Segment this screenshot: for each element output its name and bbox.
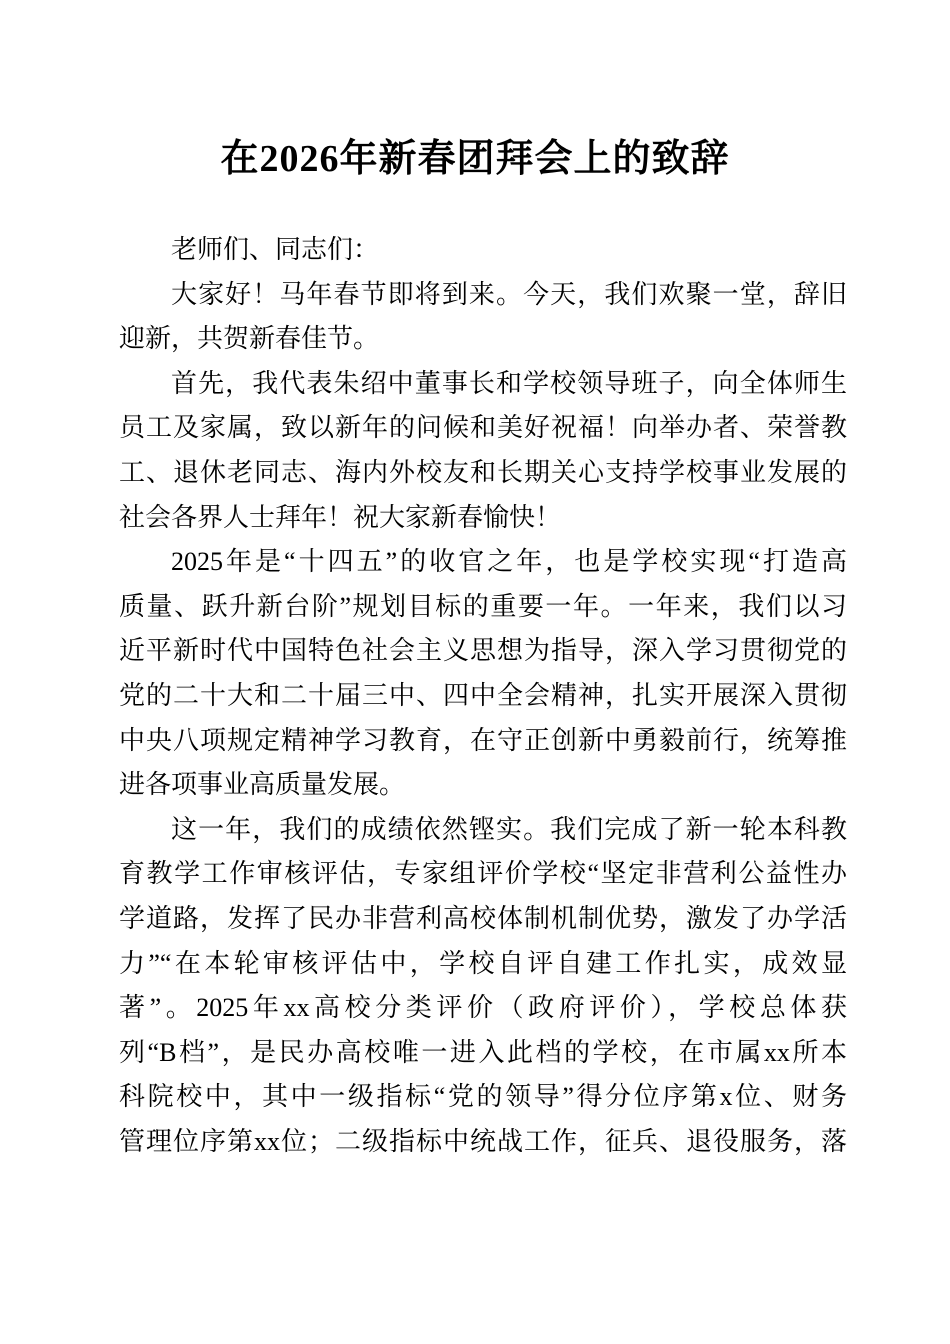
text-line: 管理位序第xx位；二级指标中统战工作，征兵、退役服务，落 (119, 1126, 847, 1156)
text-line: 党的二十大和二十届三中、四中全会精神，扎实开展深入贯彻 (119, 680, 847, 710)
document-title: 在2026年新春团拜会上的致辞 (220, 138, 730, 180)
text-line: 进各项事业高质量发展。 (119, 770, 406, 800)
text-line: 员工及家属，致以新年的问候和美好祝福！向举办者、荣誉教 (119, 413, 847, 443)
text-line: 学道路，发挥了民办非营利高校体制机制优势，激发了办学活 (119, 903, 847, 933)
text-line: 科院校中，其中一级指标“党的领导”得分位序第x位、财务 (119, 1082, 847, 1112)
text-line: 育教学工作审核评估，专家组评价学校“坚定非营利公益性办 (119, 859, 847, 889)
text-line: 中央八项规定精神学习教育，在守正创新中勇毅前行，统筹推 (119, 725, 847, 755)
text-line: 首先，我代表朱绍中董事长和学校领导班子，向全体师生 (171, 368, 847, 398)
text-line: 大家好！马年春节即将到来。今天，我们欢聚一堂，辞旧 (171, 279, 847, 309)
text-line: 2025年是“十四五”的收官之年，也是学校实现“打造高 (171, 547, 847, 577)
text-line: 社会各界人士拜年！祝大家新春愉快！ (119, 502, 562, 532)
text-line: 著”。2025年xx高校分类评价（政府评价），学校总体获 (119, 993, 847, 1023)
text-line: 列“B档”，是民办高校唯一进入此档的学校，在市属xx所本 (119, 1037, 847, 1067)
text-line: 工、退休老同志、海内外校友和长期关心支持学校事业发展的 (119, 457, 847, 487)
document-body (119, 228, 847, 1164)
text-line: 老师们、同志们： (171, 235, 380, 264)
text-line: 这一年，我们的成绩依然铿实。我们完成了新一轮本科教 (171, 814, 847, 844)
text-line: 质量、跃升新台阶”规划目标的重要一年。一年来，我们以习 (119, 591, 847, 621)
text-line: 迎新，共贺新春佳节。 (119, 324, 380, 354)
text-line: 力”“在本轮审核评估中，学校自评自建工作扎实，成效显 (119, 948, 847, 978)
text-line: 近平新时代中国特色社会主义思想为指导，深入学习贯彻党的 (119, 636, 847, 666)
